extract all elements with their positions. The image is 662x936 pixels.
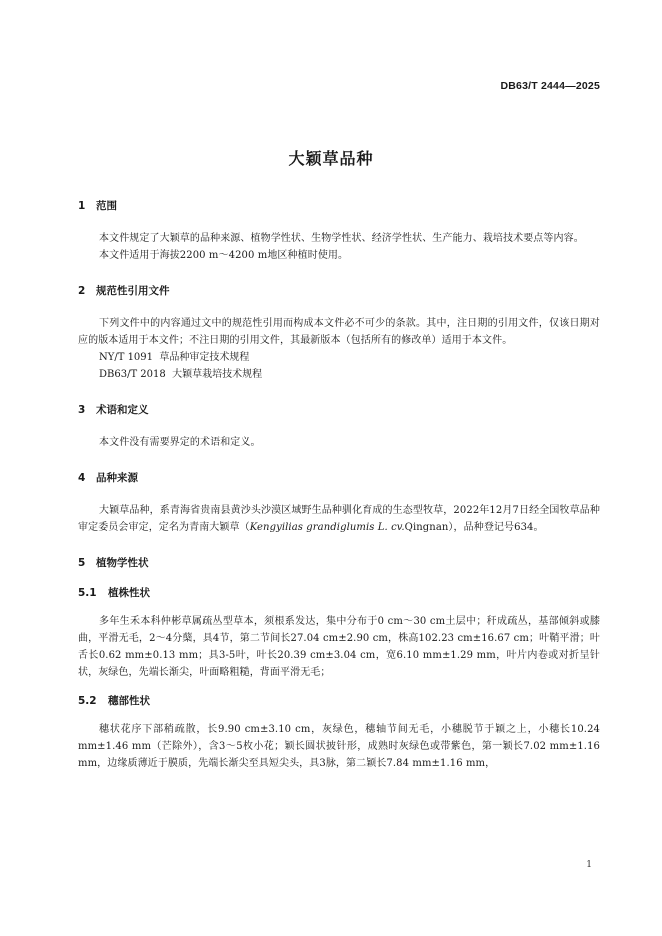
- subsection-number: 5.2: [78, 695, 97, 707]
- section-heading-scope: [78, 196, 600, 216]
- reference-item: [78, 349, 600, 366]
- section-number: 4: [78, 472, 86, 484]
- paragraph: 穗状花序下部稍疏散，长9.90 cm±3.10 cm，灰绿色，穗轴节间无毛，小穗脱节于颖之上，小穗长10.24 mm±1.46 mm（芒除外），含3～5枚小花；颖长圆状披针形，成熟时灰绿色或带紫色，第一颖长7.02 mm±1.16 mm，边缘质薄近于膜质，先端长渐尖至具短尖头，具3脉，第二颖长7.84 mm±1.16 mm，: [78, 724, 600, 769]
- paragraph: 本文件适用于海拔2200 m～4200 m地区种植时使用。: [99, 250, 349, 261]
- subsection-title: 穗部性状: [108, 695, 150, 707]
- text-run: ），品种登记号634。: [448, 522, 544, 533]
- section-number: 1: [78, 200, 86, 212]
- document-title: 大颖草品种: [288, 149, 374, 168]
- section-title: 植物学性状: [96, 557, 149, 569]
- section-title: 术语和定义: [96, 404, 149, 416]
- section-heading-botanical-traits: [78, 553, 600, 573]
- subsection-number: 5.1: [78, 587, 97, 599]
- reference-code: NY/T 1091: [99, 352, 154, 363]
- reference-code: DB63/T 2018: [99, 369, 166, 380]
- section-title: 范围: [96, 200, 117, 212]
- subsection-heading-spike-traits: [78, 691, 600, 711]
- standard-code: DB63/T 2444—2025: [500, 80, 600, 92]
- scientific-name: Kengyilias grandiglumis L. cv.: [249, 522, 405, 533]
- section-heading-variety-origin: [78, 468, 600, 488]
- document-body: [78, 196, 600, 772]
- section-number: 5: [78, 557, 86, 569]
- section-number: 2: [78, 285, 86, 297]
- paragraph: 本文件规定了大颖草的品种来源、植物学性状、生物学性状、经济学性状、生产能力、栽培技术要点等内容。: [99, 233, 584, 244]
- section-title: 规范性引用文件: [96, 285, 170, 297]
- page-number: 1: [586, 860, 592, 870]
- reference-item: [78, 366, 600, 383]
- paragraph: 下列文件中的内容通过文中的规范性引用而构成本文件必不可少的条款。其中，注日期的引用文件，仅该日期对应的版本适用于本文件；不注日期的引用文件，其最新版本（包括所有的修改单）适用于本文件。: [78, 318, 600, 346]
- section-heading-terms: [78, 400, 600, 420]
- subsection-heading-plant-traits: [78, 583, 600, 603]
- section-title: 品种来源: [96, 472, 138, 484]
- cultivar-name: Qingnan: [404, 522, 449, 533]
- paragraph: [78, 502, 600, 536]
- text-run: 大颖草品种，系青海省贵南县黄沙头沙漠区域野生品种驯化育成的生态型牧草，2022年12月7日经全国牧草品种审定委员会审定，定名为青南大颖草（: [78, 505, 600, 533]
- reference-title: 大颖草栽培技术规程: [172, 369, 263, 380]
- reference-title: 草品种审定技术规程: [159, 352, 250, 363]
- paragraph: 本文件没有需要界定的术语和定义。: [99, 437, 261, 448]
- subsection-title: 植株性状: [108, 587, 150, 599]
- section-heading-normative-references: [78, 281, 600, 301]
- section-number: 3: [78, 404, 86, 416]
- paragraph: 多年生禾本科仲彬草属疏丛型草本，须根系发达，集中分布于0 cm～30 cm土层中；秆成疏丛，基部倾斜或膝曲，平滑无毛，2～4分蘖，具4节，第二节间长27.04 cm±2.90 cm，株高102.23 cm±16.67 cm；叶鞘平滑；叶舌长0.62 mm±0.13 mm；具3-5叶，叶长20.39 cm±3.04 cm，宽6.10 mm±1.29 mm，叶片内卷或对折呈针状，灰绿色，先端长渐尖，叶面略粗糙，背面平滑无毛；: [78, 616, 600, 678]
